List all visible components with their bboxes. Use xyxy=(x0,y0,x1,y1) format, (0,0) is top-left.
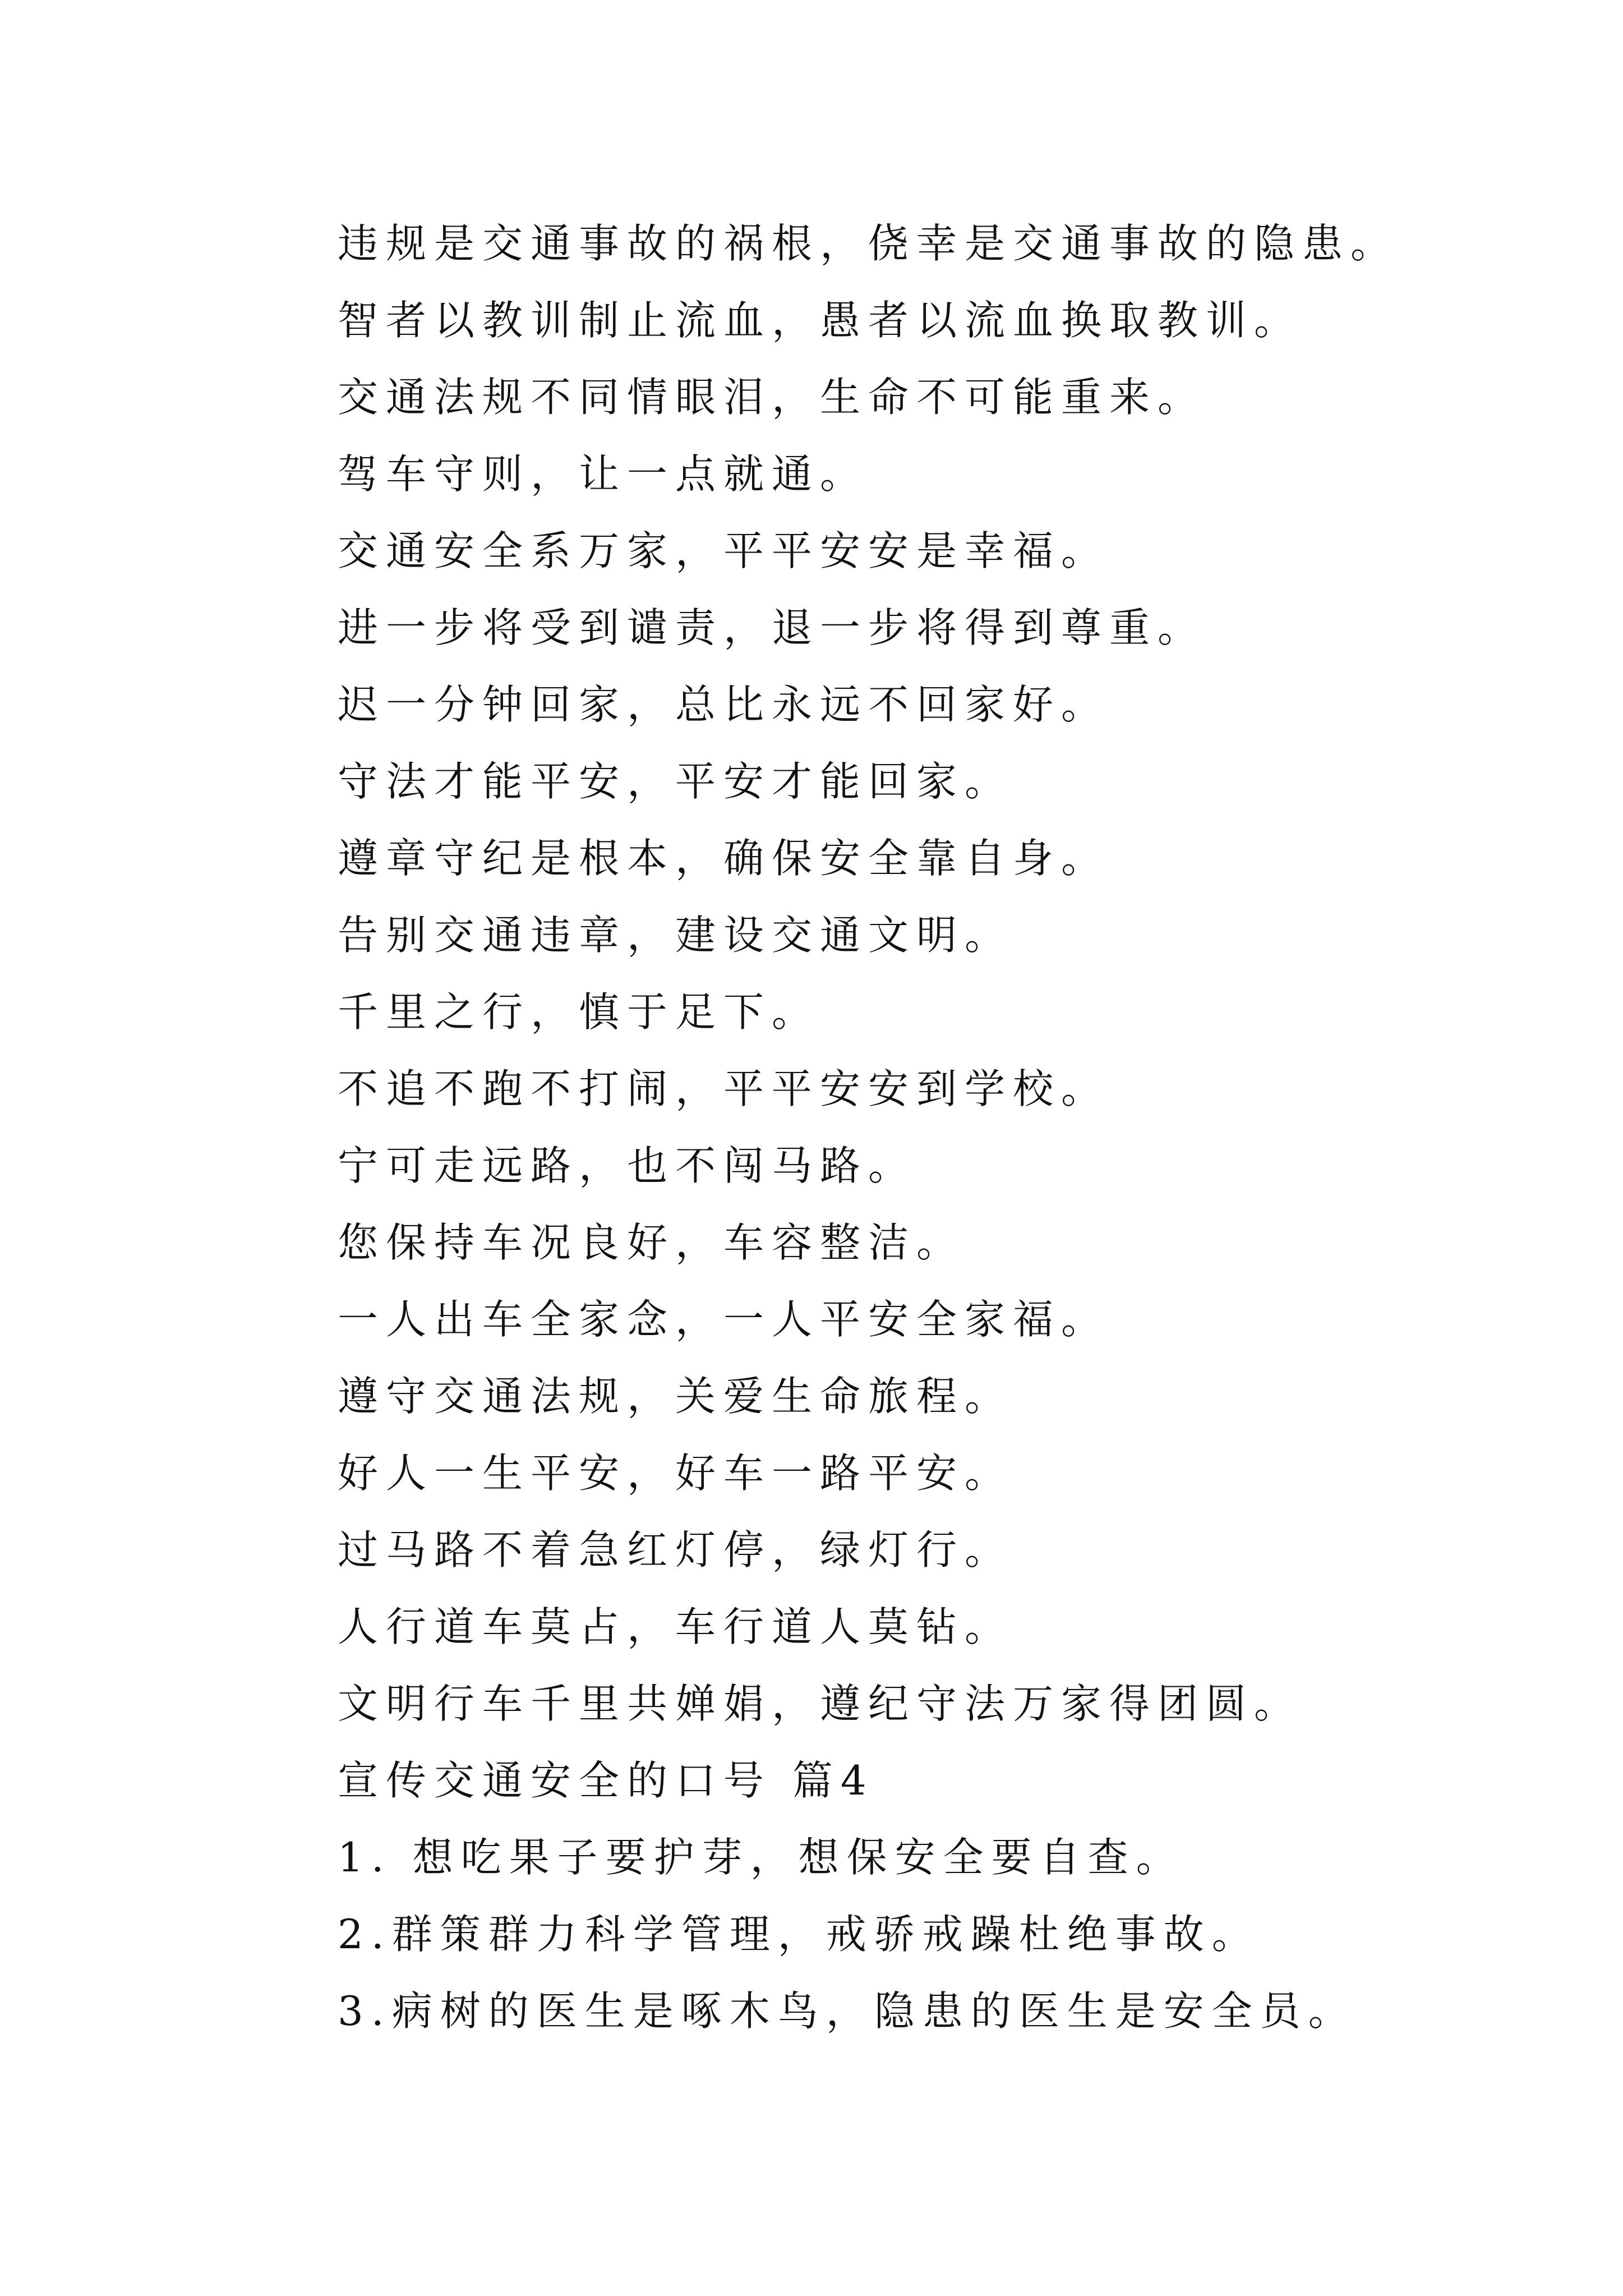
text-line: 一人出车全家念，一人平安全家福。 xyxy=(338,1296,1110,1343)
section-heading: 宣传交通安全的口号 篇4 xyxy=(338,1757,874,1804)
text-line: 千里之行，慎于足下。 xyxy=(338,988,820,1036)
text-line: 宁可走远路，也不闯马路。 xyxy=(338,1142,917,1189)
text-line: 告别交通违章，建设交通文明。 xyxy=(338,912,1013,959)
text-line: 文明行车千里共婵娟，遵纪守法万家得团圆。 xyxy=(338,1680,1303,1727)
text-line: 遵章守纪是根本，确保安全靠自身。 xyxy=(338,835,1110,882)
text-line: 遵守交通法规，关爱生命旅程。 xyxy=(338,1373,1013,1420)
numbered-item: 3.病树的医生是啄木鸟，隐患的医生是安全员。 xyxy=(338,1987,1357,2035)
text-line: 人行道车莫占，车行道人莫钻。 xyxy=(338,1603,1013,1650)
text-line: 智者以教训制止流血，愚者以流血换取教训。 xyxy=(338,297,1303,344)
text-line: 进一步将受到谴责，退一步将得到尊重。 xyxy=(338,604,1206,651)
text-line: 守法才能平安，平安才能回家。 xyxy=(338,758,1013,805)
text-line: 您保持车况良好，车容整洁。 xyxy=(338,1219,965,1266)
text-line: 好人一生平安，好车一路平安。 xyxy=(338,1450,1013,1497)
text-line: 过马路不着急红灯停，绿灯行。 xyxy=(338,1526,1013,1573)
text-line: 不追不跑不打闹，平平安安到学校。 xyxy=(338,1065,1110,1112)
document-body xyxy=(338,205,1571,2050)
text-line: 交通安全系万家，平平安安是幸福。 xyxy=(338,527,1110,574)
text-line: 迟一分钟回家，总比永远不回家好。 xyxy=(338,681,1110,728)
numbered-item: 1. 想吃果子要护芽，想保安全要自查。 xyxy=(338,1834,1184,1881)
numbered-item: 2.群策群力科学管理，戒骄戒躁杜绝事故。 xyxy=(338,1911,1260,1958)
text-line: 交通法规不同情眼泪，生命不可能重来。 xyxy=(338,374,1206,421)
text-line: 驾车守则，让一点就通。 xyxy=(338,450,869,498)
text-line: 违规是交通事故的祸根，侥幸是交通事故的隐患。 xyxy=(338,220,1399,267)
